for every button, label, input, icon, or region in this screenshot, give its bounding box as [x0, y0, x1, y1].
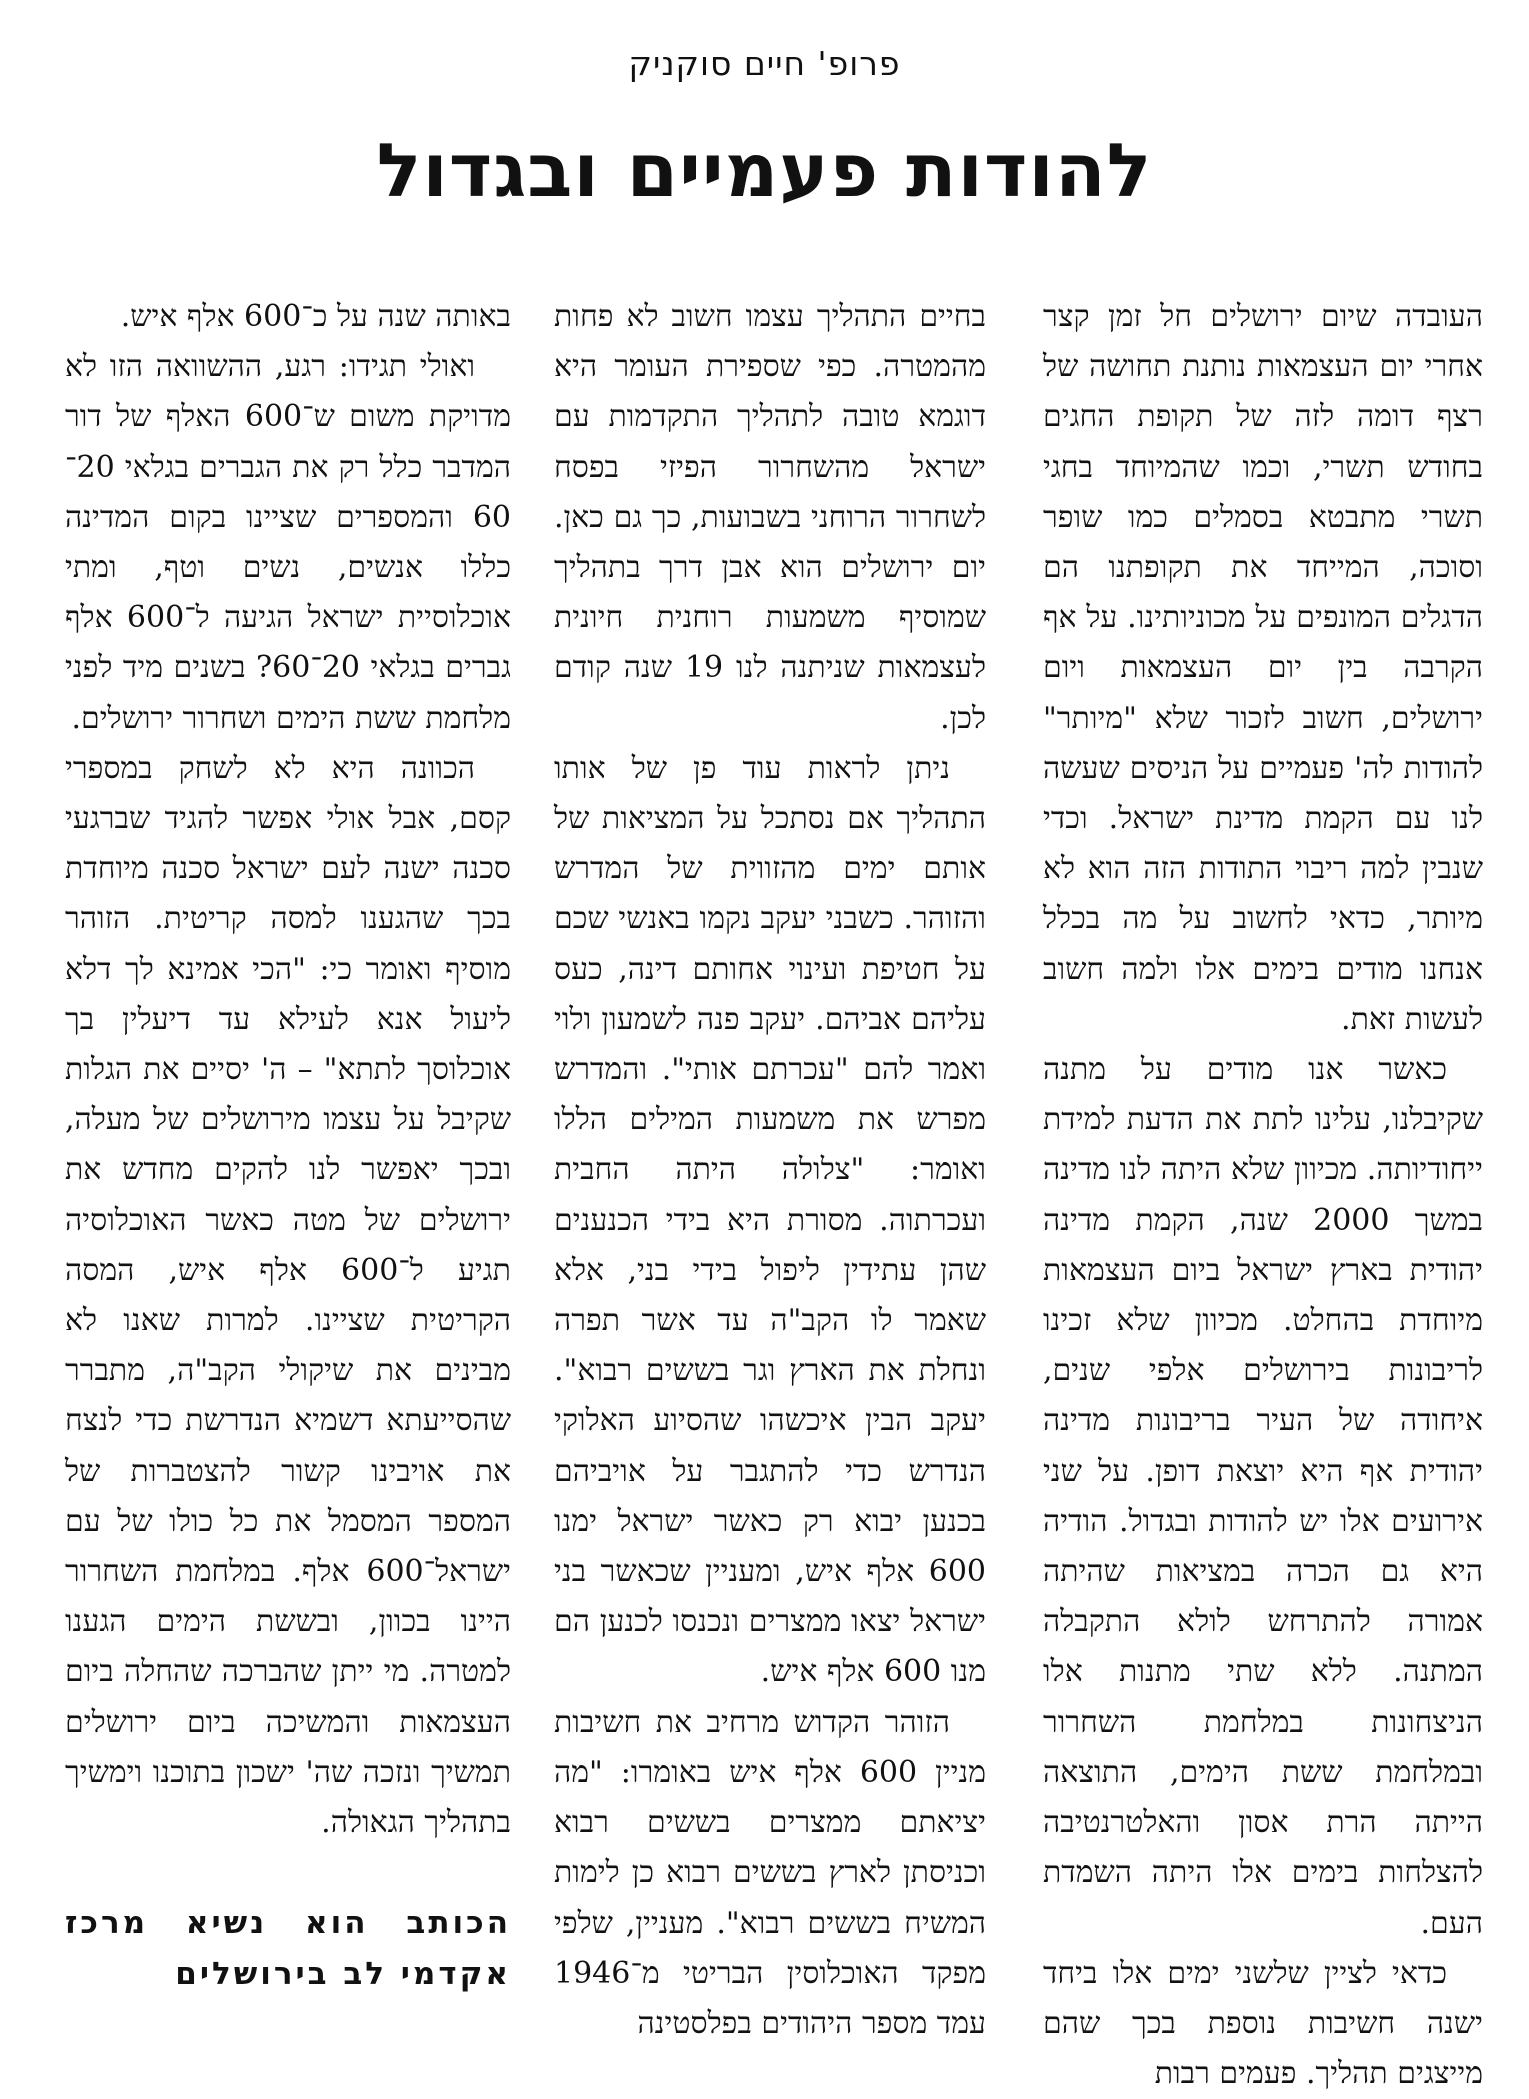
paragraph: כאשר אנו מודים על מתנה שקיבלנו, עלינו לתת את הדעת למידת ייחודיותה. מכיוון שלא היתה לנו מדינה במשך 2000 שנה, הקמת מדינה יהודית בארץ ישראל ביום העצמאות מיוחדת בהחלט. מכיוון שלא זכינו לריבונות בירושלים אלפי שנים, איחודה של העיר בריבונות מדינה יהודית אף היא יוצאת דופן. על שני אירועים אלו יש להודות ובגדול. הודיה היא גם הכרה במציאות שהיתה אמורה להתרחש לולא התקבלה המתנה. ללא שתי מתנות אלו הניצחונות במלחמת השחרור ובמלחמת ששת הימים, התוצאה הייתה הרת אסון והאלטרנטיבה להצלחות בימים אלו היתה השמדת העם.: [1043, 1052, 1483, 1941]
author-note: הכותב הוא נשיא מרכז אקדמי לב בירושלים: [65, 1905, 511, 1992]
paragraph: כדאי לציין שלשני ימים אלו ביחד ישנה חשיבות נוספת בכך שהם מייצגים תהליך. פעמים רבות: [1043, 1955, 1483, 2092]
paragraph: בחיים התהליך עצמו חשוב לא פחות מהמטרה. כפי שספירת העומר היא דוגמא טובה לתהליך התקדמות עם ישראל מהשחרור הפיזי בפסח לשחרור הרוחני בשבועות, כך גם כאן. יום ירושלים הוא אבן דרך בתהליך שמוסיף משמעות רוחנית חיונית לעצמאות שניתנה לנו 19 שנה קודם לכן.: [554, 299, 986, 736]
article-headline: להודות פעמיים ובגדול: [376, 128, 1153, 214]
article-column-2: [554, 292, 986, 2041]
paragraph: באותה שנה על כ־600 אלף איש.: [120, 299, 511, 334]
paragraph: הזוהר הקדוש מרחיב את חשיבות מניין 600 אלף איש באומרו: "מה יציאתם ממצרים בששים רבוא וכניסתן לארץ בששים רבוא כן לימות המשיח בששים רבוא". מעניין, שלפי מפקד האוכלוסין הבריטי מ־1946 עמד מספר היהודים בפלסטינה: [554, 1704, 986, 2041]
paragraph: ואולי תגידו: רגע, ההשוואה הזו לא מדויקת משום ש־600 האלף של דור המדבר כלל רק את הגברים בגלאי 20־60 והמספרים שציינו בקום המדינה כללו אנשים, נשים וטף, ומתי אוכלוסיית ישראל הגיעה ל־600 אלף גברים בגלאי 20־60? בשנים מיד לפני מלחמת ששת הימים ושחרור ירושלים.: [65, 349, 511, 736]
author-byline: פרופ' חיים סוקניק: [628, 44, 901, 83]
paragraph: הכוונה היא לא לשחק במספרי קסם, אבל אולי אפשר להגיד שברגעי סכנה ישנה לעם ישראל סכנה מיוחדת בכך שהגענו למסה קריטית. הזוהר מוסיף ואומר כי: "הכי אמינא לך דלא ליעול אנא לעילא עד דיעלין בך אוכלוסך לתתא" – ה' יסיים את הגלות שקיבל על עצמו מירושלים של מעלה, ובכך יאפשר לנו להקים מחדש את ירושלים של מטה כאשר האוכלוסיה תגיע ל־600 אלף איש, המסה הקריטית שציינו. למרות שאנו לא מבינים את שיקולי הקב"ה, מתברר שהסייעתא דשמיא הנדרשת כדי לנצח את אויבינו קשור להצטברות של המספר המסמל את כל כולו של עם ישראל־600 אלף. במלחמת השחרור היינו בכוון, ובששת הימים הגענו למטרה. מי ייתן שהברכה שהחלה ביום העצמאות והמשיכה ביום ירושלים תמשיך ונזכה שה' ישכון בתוכנו וימשיך בתהליך הגאולה.: [65, 750, 511, 1841]
paragraph: העובדה שיום ירושלים חל זמן קצר אחרי יום העצמאות נותנת תחושה של רצף דומה לזה של תקופת החגים בחודש תשרי, וכמו שהמיוחד בחגי תשרי מתבטא בסמלים כמו שופר וסוכה, המייחד את תקופתנו הם הדגלים המונפים על מכוניותינו. על אף הקרבה בין יום העצמאות ויום ירושלים, חשוב לזכור שלא "מיותר" להודות לה' פעמיים על הניסים שעשה לנו עם הקמת מדינת ישראל. וכדי שנבין למה ריבוי התודות הזה הוא לא מיותר, כדאי לחשוב על מה בכלל אנחנו מודים בימים אלו ולמה חשוב לעשות זאת.: [1043, 299, 1483, 1037]
paragraph: ניתן לראות עוד פן של אותו התהליך אם נסתכל על המציאות של אותם ימים מהזווית של המדרש והזוהר. כשבני יעקב נקמו באנשי שכם על חטיפת ועינוי אחותם דינה, כעס עליהם אביהם. יעקב פנה לשמעון ולוי ואמר להם "עכרתם אותי". והמדרש מפרש את משמעות המילים הללו ואומר: "צלולה היתה החבית ועכרתוה. מסורת היא בידי הכנענים שהן עתידין ליפול בידי בני, אלא שאמר לו הקב"ה עד אשר תפרה ונחלת את הארץ וגר בששים רבוא". יעקב הבין איכשהו שהסיוע האלוקי הנדרש כדי להתגבר על אויביהם בכנען יבוא רק כאשר ישראל ימנו 600 אלף איש, ומעניין שכאשר בני ישראל יצאו ממצרים ונכנסו לכנען הם מנו 600 אלף איש.: [554, 750, 986, 1690]
article-column-1: [1043, 292, 1483, 2092]
article-column-3: [65, 292, 511, 2000]
